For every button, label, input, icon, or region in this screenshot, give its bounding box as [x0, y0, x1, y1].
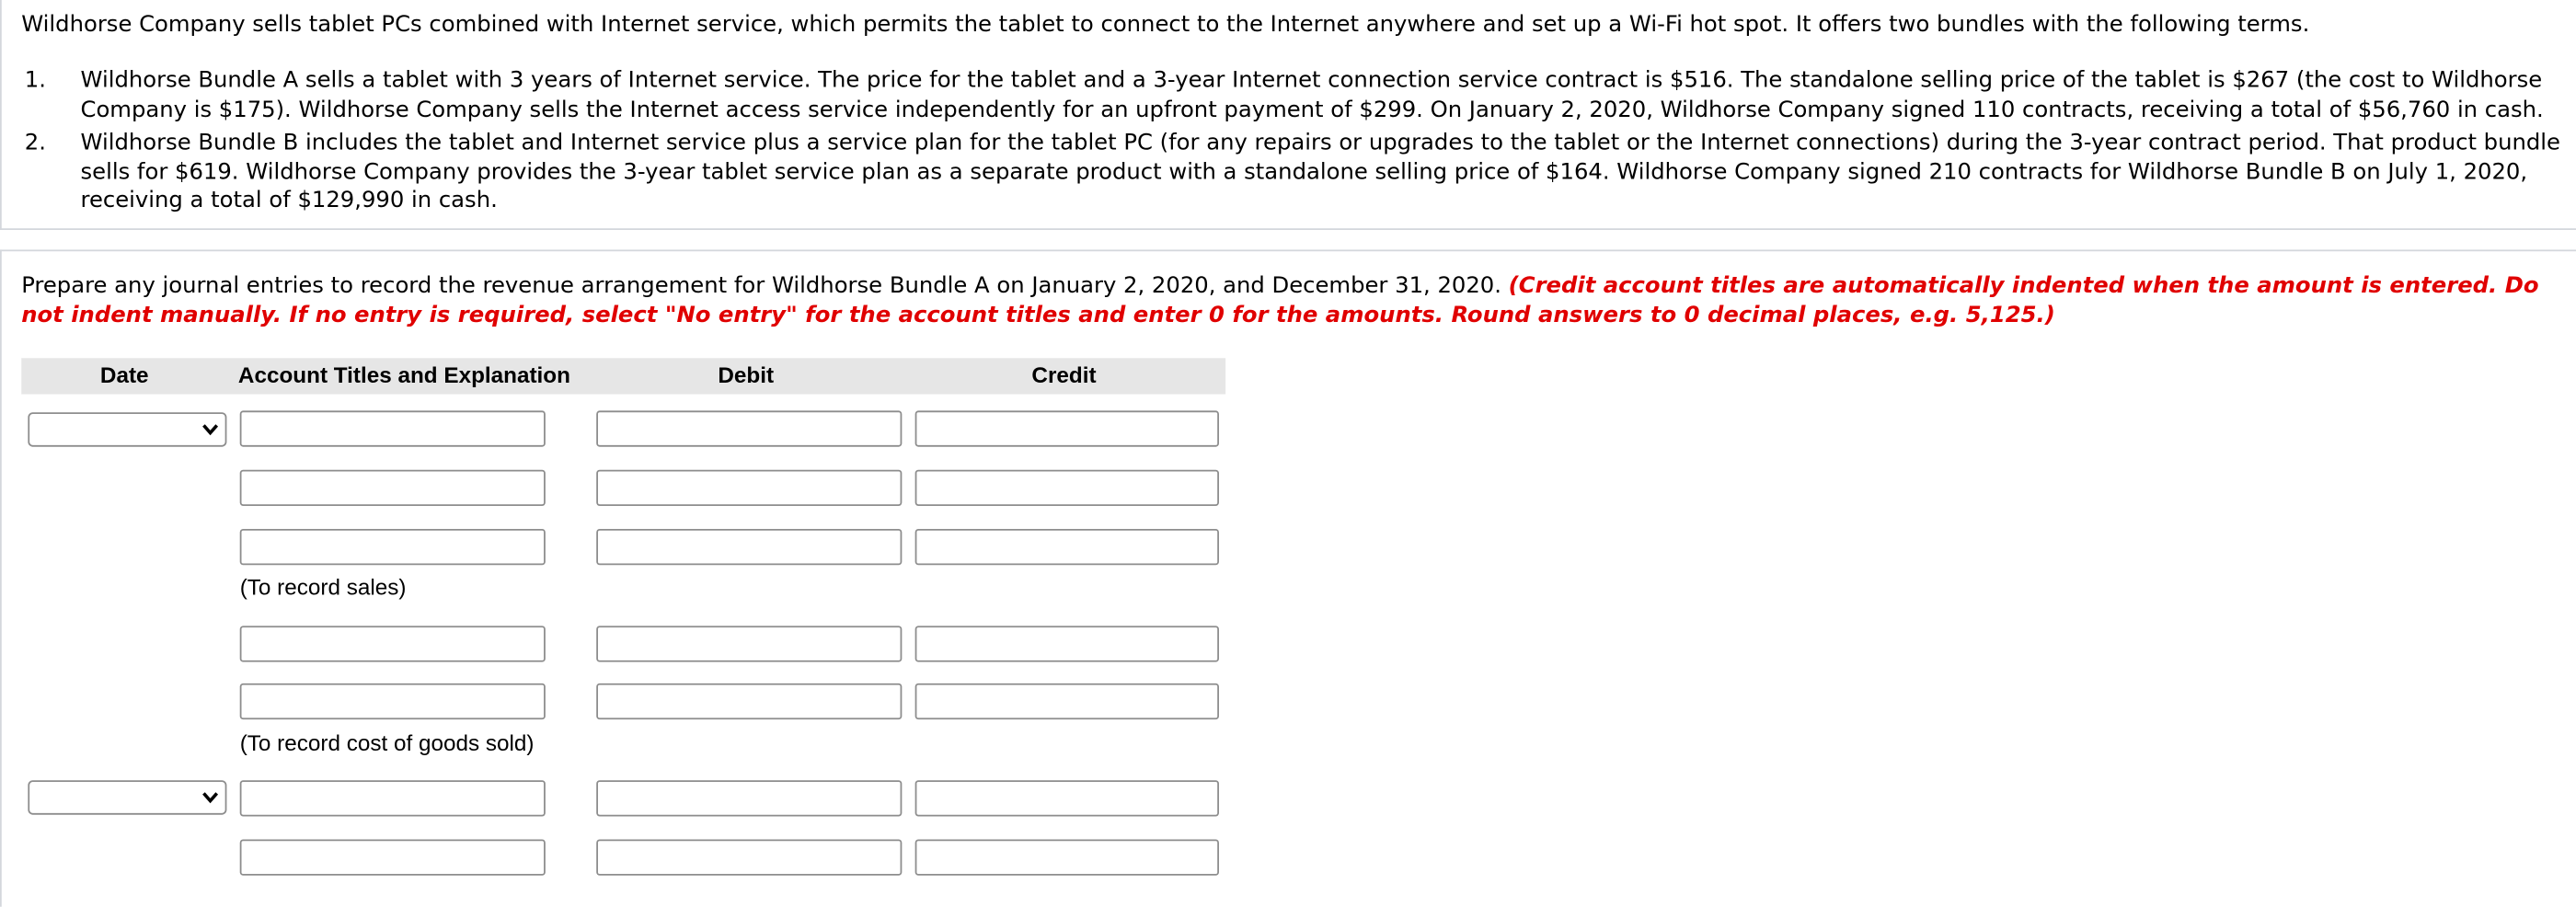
- journal-table-header: [21, 358, 1225, 394]
- item-text: Wildhorse Bundle B includes the tablet and Internet service plus a service plan for the tablet PC (for any repairs or upgrades to the tablet or the Internet connections) during the 3-year contract period. That product bundle sells for $619. Wildhorse Company provides the 3-year tablet service plan as a separate product with a standalone selling price of $164. Wildhorse Company signed 210 contracts for Wildhorse Bundle B on July 1, 2020, receiving a total of $129,990 in cash.: [80, 130, 2560, 214]
- problem-statement: [0, 0, 2576, 230]
- instructions: [21, 272, 2576, 329]
- note-record-cogs: (To record cost of goods sold): [239, 730, 535, 756]
- instructions-note: (Credit account titles are automatically indented when the amount is entered. Do not indent manually. If no entry is required, select "No entry" for the account titles and enter 0 for the amounts. Round answers to 0 decimal places, e.g. 5,125.): [21, 272, 2539, 328]
- debit-input[interactable]: [596, 470, 902, 506]
- debit-input[interactable]: [596, 626, 902, 661]
- credit-input[interactable]: [915, 839, 1219, 875]
- debit-input[interactable]: [596, 683, 902, 719]
- account-title-input[interactable]: [240, 470, 546, 506]
- item-number: 1.: [24, 67, 46, 94]
- date-select[interactable]: [28, 412, 226, 446]
- instructions-main: Prepare any journal entries to record the revenue arrangement for Wildhorse Bundle A on January 2, 2020, and December 31, 2020.: [21, 272, 1501, 299]
- account-title-input[interactable]: [240, 839, 546, 875]
- date-select[interactable]: [28, 780, 226, 814]
- header-date: Date: [99, 362, 149, 388]
- item-number: 2.: [24, 130, 46, 156]
- debit-input[interactable]: [596, 839, 902, 875]
- header-debit: Debit: [718, 362, 775, 388]
- credit-input[interactable]: [915, 529, 1219, 565]
- header-account: Account Titles and Explanation: [237, 362, 570, 388]
- problem-intro: Wildhorse Company sells tablet PCs combined with Internet service, which permits the tablet to connect to the Internet anywhere and set up a Wi-Fi hot spot. It offers two bundles with the following terms.: [21, 11, 2310, 39]
- debit-input[interactable]: [596, 410, 902, 446]
- credit-input[interactable]: [915, 780, 1219, 816]
- journal-entry-panel: [0, 249, 2576, 906]
- credit-input[interactable]: [915, 470, 1219, 506]
- chevron-down-icon: [201, 414, 220, 445]
- debit-input[interactable]: [596, 529, 902, 565]
- header-credit: Credit: [1031, 362, 1097, 388]
- account-title-input[interactable]: [240, 410, 546, 446]
- credit-input[interactable]: [915, 683, 1219, 719]
- note-record-sales: (To record sales): [239, 574, 407, 600]
- debit-input[interactable]: [596, 780, 902, 816]
- account-title-input[interactable]: [240, 626, 546, 661]
- chevron-down-icon: [201, 782, 220, 813]
- account-title-input[interactable]: [240, 529, 546, 565]
- account-title-input[interactable]: [240, 683, 546, 719]
- credit-input[interactable]: [915, 410, 1219, 446]
- item-text: Wildhorse Bundle A sells a tablet with 3 years of Internet service. The price for the tablet and a 3-year Internet connection service contract is $516. The standalone selling price of the tablet is $267 (the cost to Wildhorse Company is $175). Wildhorse Company sells the Internet access service independently for an upfront payment of $299. On January 2, 2020, Wildhorse Company signed 110 contracts, receiving a total of $56,760 in cash.: [80, 67, 2544, 123]
- account-title-input[interactable]: [240, 780, 546, 816]
- credit-input[interactable]: [915, 626, 1219, 661]
